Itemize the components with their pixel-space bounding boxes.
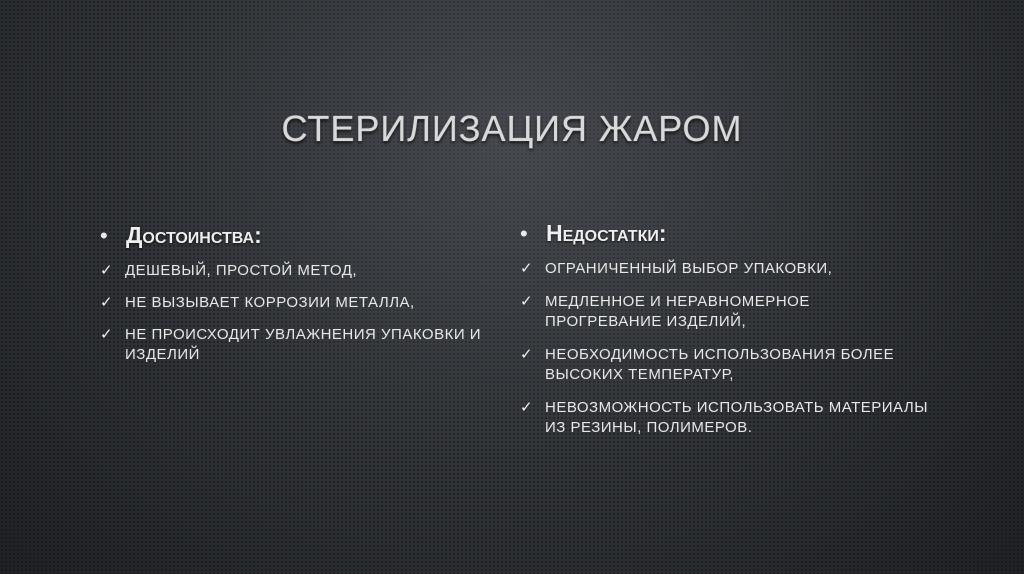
- list-item: [520, 398, 930, 438]
- list-item-text: НЕ ВЫЗЫВАЕТ КОРРОЗИИ МЕТАЛЛА,: [125, 294, 415, 311]
- list-item-text: НЕВОЗМОЖНОСТЬ ИСПОЛЬЗОВАТЬ МАТЕРИАЛЫ ИЗ РЕЗИНЫ, ПОЛИМЕРОВ.: [545, 399, 928, 436]
- bullet-icon: •: [520, 221, 528, 246]
- advantages-column: [100, 222, 490, 377]
- list-item-text: ДЕШЕВЫЙ, ПРОСТОЙ МЕТОД,: [125, 262, 358, 279]
- list-item: [520, 259, 930, 279]
- checkmark-icon: ✓: [100, 294, 113, 311]
- bullet-icon: •: [100, 223, 108, 248]
- list-item: [520, 292, 930, 332]
- checkmark-icon: ✓: [520, 260, 533, 277]
- list-item: [100, 325, 490, 365]
- disadvantages-column: [520, 222, 930, 451]
- list-item: [100, 293, 490, 313]
- advantages-list: [100, 261, 490, 365]
- checkmark-icon: ✓: [100, 262, 113, 279]
- list-item-text: МЕДЛЕННОЕ И НЕРАВНОМЕРНОЕ ПРОГРЕВАНИЕ ИЗДЕЛИЙ,: [545, 293, 810, 330]
- advantages-heading-row: [100, 222, 490, 249]
- checkmark-icon: ✓: [100, 326, 113, 343]
- checkmark-icon: ✓: [520, 293, 533, 310]
- advantages-heading: Достоинства:: [126, 222, 262, 248]
- list-item-text: ОГРАНИЧЕННЫЙ ВЫБОР УПАКОВКИ,: [545, 260, 833, 277]
- list-item-text: НЕОБХОДИМОСТЬ ИСПОЛЬЗОВАНИЯ БОЛЕЕ ВЫСОКИХ ТЕМПЕРАТУР,: [545, 346, 895, 383]
- disadvantages-list: [520, 259, 930, 438]
- checkmark-icon: ✓: [520, 346, 533, 363]
- list-item: [520, 345, 930, 385]
- disadvantages-heading: Недостатки:: [546, 220, 667, 246]
- disadvantages-heading-row: [520, 220, 930, 247]
- list-item: [100, 261, 490, 281]
- checkmark-icon: ✓: [520, 399, 533, 416]
- slide-title: СТЕРИЛИЗАЦИЯ ЖАРОМ: [281, 108, 743, 149]
- list-item-text: НЕ ПРОИСХОДИТ УВЛАЖНЕНИЯ УПАКОВКИ И ИЗДЕЛИЙ: [125, 326, 482, 363]
